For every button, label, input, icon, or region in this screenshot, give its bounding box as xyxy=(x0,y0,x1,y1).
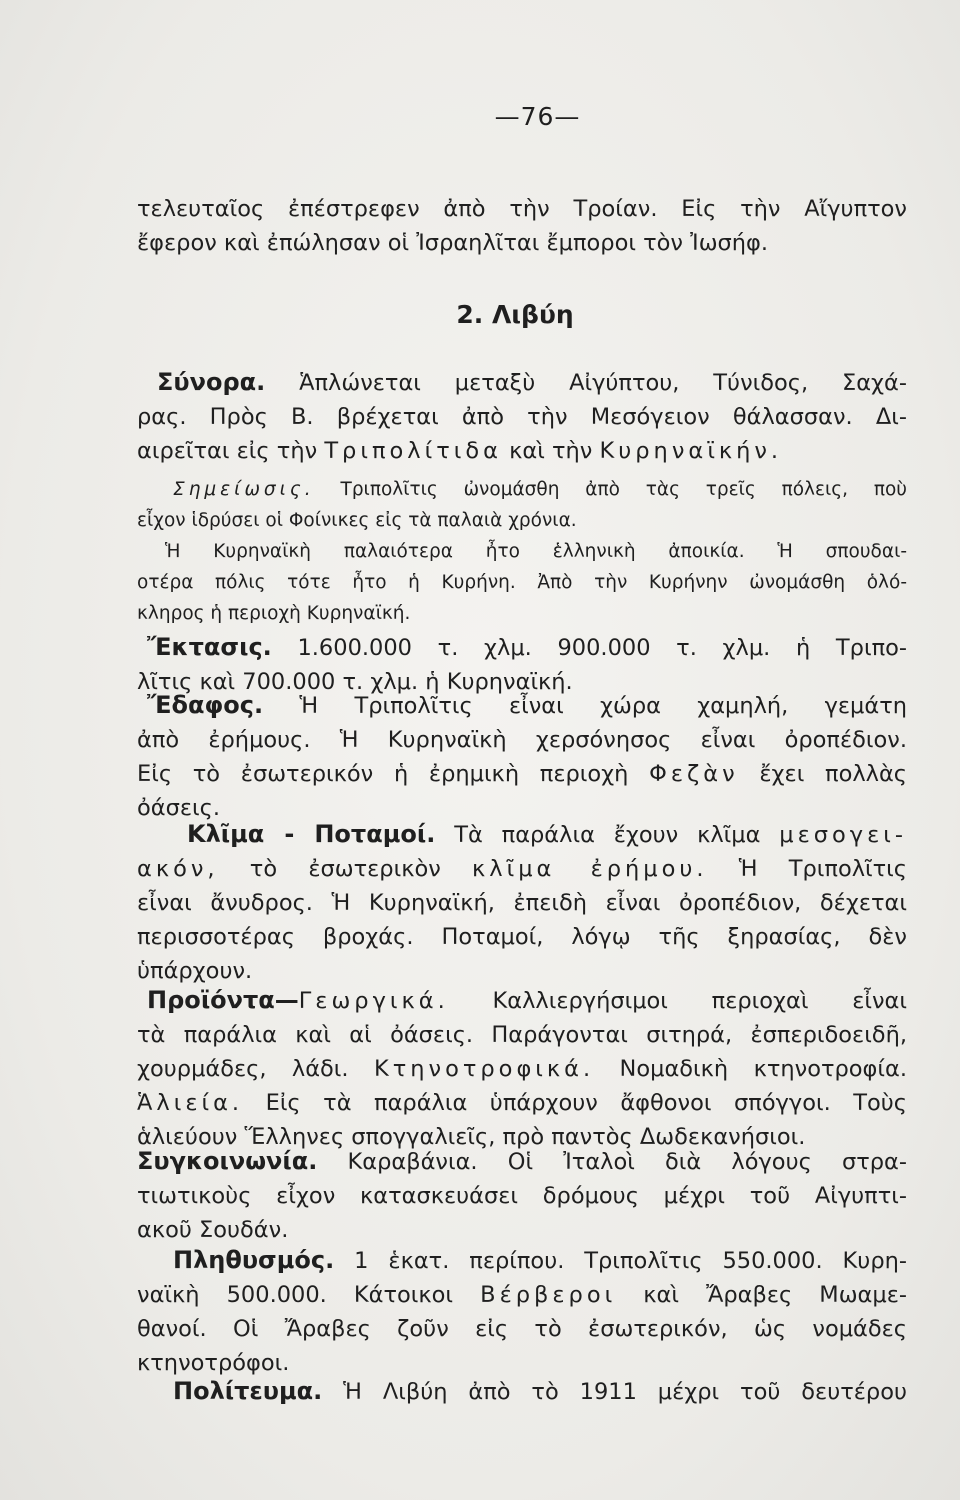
text-line: Σημείωσις. Τριπολῖτις ὠνομάσθη ἀπὸ τὰς τρεῖς πόλεις, ποὺ xyxy=(137,474,907,505)
climate-section xyxy=(137,817,907,988)
products-section xyxy=(137,983,907,1154)
text-line: ρας. Πρὸς Β. βρέχεται ἀπὸ τὴν Μεσόγειον θάλασσαν. Δι- xyxy=(137,404,907,430)
section-label: Πολίτευμα. xyxy=(173,1377,323,1405)
text-line: Πληθυσμός. 1 ἑκατ. περίπου. Τριπολῖτις 550.000. Κυρη- xyxy=(137,1243,907,1278)
text-line: λῖτις καὶ 700.000 τ. χλμ. ἡ Κυρηναϊκή. xyxy=(137,669,573,695)
section-heading: 2. Λιβύη xyxy=(456,300,574,329)
text-line: Προϊόντα—Γεωργικά. Καλλιεργήσιμοι περιοχαὶ εἶναι xyxy=(137,983,907,1018)
text-line: κτηνοτρόφοι. xyxy=(137,1350,290,1376)
text-line: Σύνορα. Ἁπλώνεται μεταξὺ Αἰγύπτου, Τύνιδος, Σαχά- xyxy=(137,365,907,400)
population-section xyxy=(137,1243,907,1380)
text-line: Κλῖμα - Ποταμοί. Τὰ παράλια ἔχουν κλῖμα μεσογει- xyxy=(137,817,907,852)
text-line: Ἔδαφος. Ἡ Τριπολῖτις εἶναι χώρα χαμηλή, γεμάτη xyxy=(137,688,907,723)
text-line: Εἰς τὸ ἐσωτερικόν ἡ ἐρημικὴ περιοχὴ Φεζὰν ἔχει πολλὰς xyxy=(137,761,907,787)
text-line: τελευταῖος ἐπέστρεφεν ἀπὸ τὴν Τροίαν. Εἰς τὴν Αἴγυπτον xyxy=(137,196,907,222)
section-label: Συγκοινωνία. xyxy=(137,1147,318,1175)
text-line: εἶχον ἱδρύσει οἱ Φοίνικες εἰς τὰ παλαιὰ χρόνια. xyxy=(137,510,577,531)
note-label: Σημείωσις. xyxy=(173,479,315,500)
text-line: περισσοτέρας βροχάς. Ποταμοί, λόγῳ τῆς ξηρασίας, δὲν xyxy=(137,924,907,950)
government-section xyxy=(137,1374,907,1409)
transport-section xyxy=(137,1144,907,1247)
text-line: ἀπὸ ἐρήμους. Ἡ Κυρηναϊκὴ χερσόνησος εἶναι ὀροπέδιον. xyxy=(137,727,907,753)
text-line: Ἡ Κυρηναϊκὴ παλαιότερα ἦτο ἑλληνικὴ ἀποικία. Ἡ σπουδαι- xyxy=(165,541,907,562)
text-line: Ἔκτασις. 1.600.000 τ. χλμ. 900.000 τ. χλμ. ἡ Τριπο- xyxy=(137,630,907,665)
text-line: οτέρα πόλις τότε ἦτο ἡ Κυρήνη. Ἀπὸ τὴν Κυρήνην ὠνομάσθη ὁλό- xyxy=(137,572,907,593)
text-line: ακοῦ Σουδάν. xyxy=(137,1217,289,1243)
section-label: Κλῖμα - Ποταμοί. xyxy=(187,820,436,848)
terrain-section xyxy=(137,688,907,825)
borders-section xyxy=(137,365,907,468)
text-line: τὰ παράλια καὶ αἱ ὀάσεις. Παράγονται σιτηρά, ἐσπεριδοειδῆ, xyxy=(137,1022,907,1048)
intro-paragraph xyxy=(137,192,907,260)
text-line: εἶναι ἄνυδρος. Ἡ Κυρηναϊκή, ἐπειδὴ εἶναι ὀροπέδιον, δέχεται xyxy=(137,890,907,916)
text-line: χουρμάδες, λάδι. Κτηνοτροφικά. Νομαδικὴ κτηνοτροφία. xyxy=(137,1056,907,1082)
text-line: αιρεῖται εἰς τὴν Τριπολίτιδα καὶ τὴν Κυρηναϊκήν. xyxy=(137,438,783,464)
text-line: Ἁλιεία. Εἰς τὰ παράλια ὑπάρχουν ἄφθονοι σπόγγοι. Τοὺς xyxy=(137,1090,907,1116)
text-line: τιωτικοὺς εἶχον κατασκευάσει δρόμους μέχρι τοῦ Αἰγυπτι- xyxy=(137,1183,907,1209)
page-number: —76— xyxy=(494,102,581,131)
section-label: Προϊόντα— xyxy=(147,986,299,1014)
notes-block xyxy=(137,474,907,629)
text-line: ναϊκὴ 500.000. Κάτοικοι Βέρβεροι καὶ Ἄραβες Μωαμε- xyxy=(137,1282,907,1308)
section-label: Πληθυσμός. xyxy=(173,1246,335,1274)
text-line: ἁλιεύουν Ἕλληνες σπογγαλιεῖς, πρὸ παντὸς Δωδεκανήσιοι. xyxy=(137,1124,806,1150)
section-label: Σύνορα. xyxy=(157,368,266,396)
text-line: θανοί. Οἱ Ἄραβες ζοῦν εἰς τὸ ἐσωτερικόν, ὡς νομάδες xyxy=(137,1316,907,1342)
text-line: Πολίτευμα. Ἡ Λιβύη ἀπὸ τὸ 1911 μέχρι τοῦ δευτέρου xyxy=(137,1374,907,1409)
section-label: Ἔκτασις. xyxy=(147,633,272,661)
text-line: κληρος ἡ περιοχὴ Κυρηναϊκή. xyxy=(137,603,411,624)
section-label: Ἔδαφος. xyxy=(147,691,264,719)
text-line: ὀάσεις. xyxy=(137,795,220,821)
text-line: ακόν, τὸ ἐσωτερικὸν κλῖμα ἐρήμου. Ἡ Τριπολῖτις xyxy=(137,856,907,882)
text-line: Συγκοινωνία. Καραβάνια. Οἱ Ἰταλοὶ διὰ λόγους στρα- xyxy=(137,1147,907,1175)
text-line: ἔφερον καὶ ἐπώλησαν οἱ Ἰσραηλῖται ἔμποροι τὸν Ἰωσήφ. xyxy=(137,230,769,256)
text-line: ὑπάρχουν. xyxy=(137,958,253,984)
